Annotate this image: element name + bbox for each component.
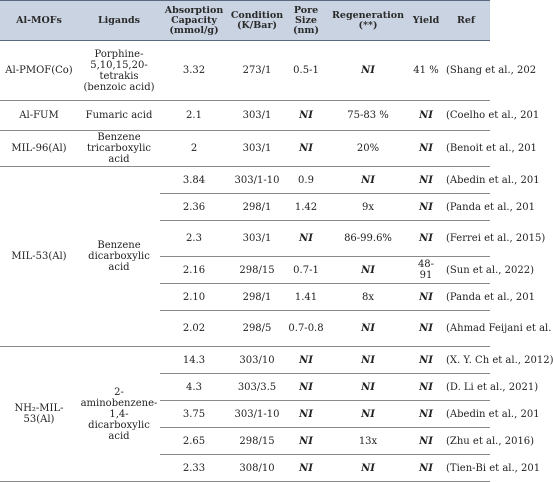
header-absorption-capacity: Absorption Capacity (mmol/g): [160, 1, 228, 41]
reference: (Sun et al., 2022): [442, 257, 490, 284]
condition-value: 303/1: [228, 131, 286, 167]
pore-size-value: 1.41: [286, 284, 326, 311]
yield-value: NI: [410, 428, 442, 455]
reference: (Zhu et al., 2016): [442, 428, 490, 455]
capacity-value: 3.84: [160, 167, 228, 194]
reference: (Tien-Bi et al., 201: [442, 455, 490, 482]
condition-value: 303/1: [228, 221, 286, 257]
pore-size-value: NI: [286, 455, 326, 482]
mof-name: Al-FUM: [0, 101, 78, 131]
regeneration-value: NI: [326, 41, 410, 101]
pore-size-value: 0.9: [286, 167, 326, 194]
regeneration-value: NI: [326, 401, 410, 428]
reference: (Coelho et al., 201: [442, 101, 490, 131]
reference: (D. Li et al., 2021): [442, 374, 490, 401]
yield-value: NI: [410, 401, 442, 428]
mof-name: NH₂-MIL-53(Al): [0, 347, 78, 482]
header-condition: Condition (K/Bar): [228, 1, 286, 41]
ligand-name: Benzene dicarboxylic acid: [78, 167, 160, 347]
ligand-name: 2-aminobenzene-1,4-dicarboxylic acid: [78, 347, 160, 482]
pore-size-value: NI: [286, 374, 326, 401]
condition-value: 298/15: [228, 428, 286, 455]
pore-size-value: NI: [286, 221, 326, 257]
capacity-value: 14.3: [160, 347, 228, 374]
regeneration-value: NI: [326, 347, 410, 374]
pore-size-value: NI: [286, 101, 326, 131]
yield-value: NI: [410, 194, 442, 221]
pore-size-value: NI: [286, 401, 326, 428]
header-ref: Ref: [442, 1, 490, 41]
yield-value: NI: [410, 347, 442, 374]
yield-value: 41 %: [410, 41, 442, 101]
header-ligands: Ligands: [78, 1, 160, 41]
condition-value: 298/5: [228, 311, 286, 347]
condition-value: 303/10: [228, 347, 286, 374]
reference: (Shang et al., 202: [442, 41, 490, 101]
table-row: [0, 347, 490, 374]
yield-value: 48-91: [410, 257, 442, 284]
condition-value: 303/1-10: [228, 167, 286, 194]
yield-value: NI: [410, 131, 442, 167]
reference: (Abedin et al., 201: [442, 167, 490, 194]
condition-value: 298/1: [228, 284, 286, 311]
condition-value: 308/10: [228, 455, 286, 482]
table-row: [0, 101, 490, 131]
regeneration-value: NI: [326, 374, 410, 401]
header-al-mofs: Al-MOFs: [0, 1, 78, 41]
regeneration-value: 9x: [326, 194, 410, 221]
table-row: [0, 131, 490, 167]
header-yield: Yield: [410, 1, 442, 41]
regeneration-value: NI: [326, 257, 410, 284]
reference: (Abedin et al., 201: [442, 401, 490, 428]
header-pore-size: Pore Size (nm): [286, 1, 326, 41]
pore-size-value: 1.42: [286, 194, 326, 221]
capacity-value: 2.36: [160, 194, 228, 221]
mof-name: Al-PMOF(Co): [0, 41, 78, 101]
condition-value: 273/1: [228, 41, 286, 101]
capacity-value: 2.02: [160, 311, 228, 347]
yield-value: NI: [410, 167, 442, 194]
capacity-value: 2.16: [160, 257, 228, 284]
capacity-value: 2.3: [160, 221, 228, 257]
table-row: [0, 41, 490, 101]
reference: (Benoit et al., 201: [442, 131, 490, 167]
yield-value: NI: [410, 374, 442, 401]
condition-value: 303/1: [228, 101, 286, 131]
condition-value: 298/1: [228, 194, 286, 221]
header-row: [0, 1, 490, 41]
yield-value: NI: [410, 311, 442, 347]
regeneration-value: NI: [326, 455, 410, 482]
reference: (X. Y. Ch et al., 2012): [442, 347, 490, 374]
capacity-value: 3.75: [160, 401, 228, 428]
yield-value: NI: [410, 455, 442, 482]
capacity-value: 2.33: [160, 455, 228, 482]
yield-value: NI: [410, 221, 442, 257]
capacity-value: 2.65: [160, 428, 228, 455]
yield-value: NI: [410, 284, 442, 311]
pore-size-value: 0.7-0.8: [286, 311, 326, 347]
reference: (Panda et al., 201: [442, 194, 490, 221]
regeneration-value: 75-83 %: [326, 101, 410, 131]
reference: (Ahmad Feijani et al.: [442, 311, 490, 347]
condition-value: 298/15: [228, 257, 286, 284]
regeneration-value: NI: [326, 167, 410, 194]
ligand-name: Benzene tricarboxylic acid: [78, 131, 160, 167]
pore-size-value: 0.7-1: [286, 257, 326, 284]
condition-value: 303/1-10: [228, 401, 286, 428]
pore-size-value: NI: [286, 428, 326, 455]
capacity-value: 2: [160, 131, 228, 167]
table-row: [0, 167, 490, 194]
regeneration-value: NI: [326, 311, 410, 347]
regeneration-value: 86-99.6%: [326, 221, 410, 257]
header-regeneration: Regeneration (**): [326, 1, 410, 41]
regeneration-value: 20%: [326, 131, 410, 167]
mof-name: MIL-53(Al): [0, 167, 78, 347]
reference: (Ferrei et al., 2015): [442, 221, 490, 257]
capacity-value: 3.32: [160, 41, 228, 101]
condition-value: 303/3.5: [228, 374, 286, 401]
capacity-value: 2.1: [160, 101, 228, 131]
ligand-name: Fumaric acid: [78, 101, 160, 131]
pore-size-value: 0.5-1: [286, 41, 326, 101]
capacity-value: 2.10: [160, 284, 228, 311]
regeneration-value: 13x: [326, 428, 410, 455]
reference: (Panda et al., 201: [442, 284, 490, 311]
mof-name: MIL-96(Al): [0, 131, 78, 167]
ligand-name: Porphine-5,10,15,20-tetrakis (benzoic acid): [78, 41, 160, 101]
pore-size-value: NI: [286, 347, 326, 374]
regeneration-value: 8x: [326, 284, 410, 311]
capacity-value: 4.3: [160, 374, 228, 401]
pore-size-value: NI: [286, 131, 326, 167]
yield-value: NI: [410, 101, 442, 131]
